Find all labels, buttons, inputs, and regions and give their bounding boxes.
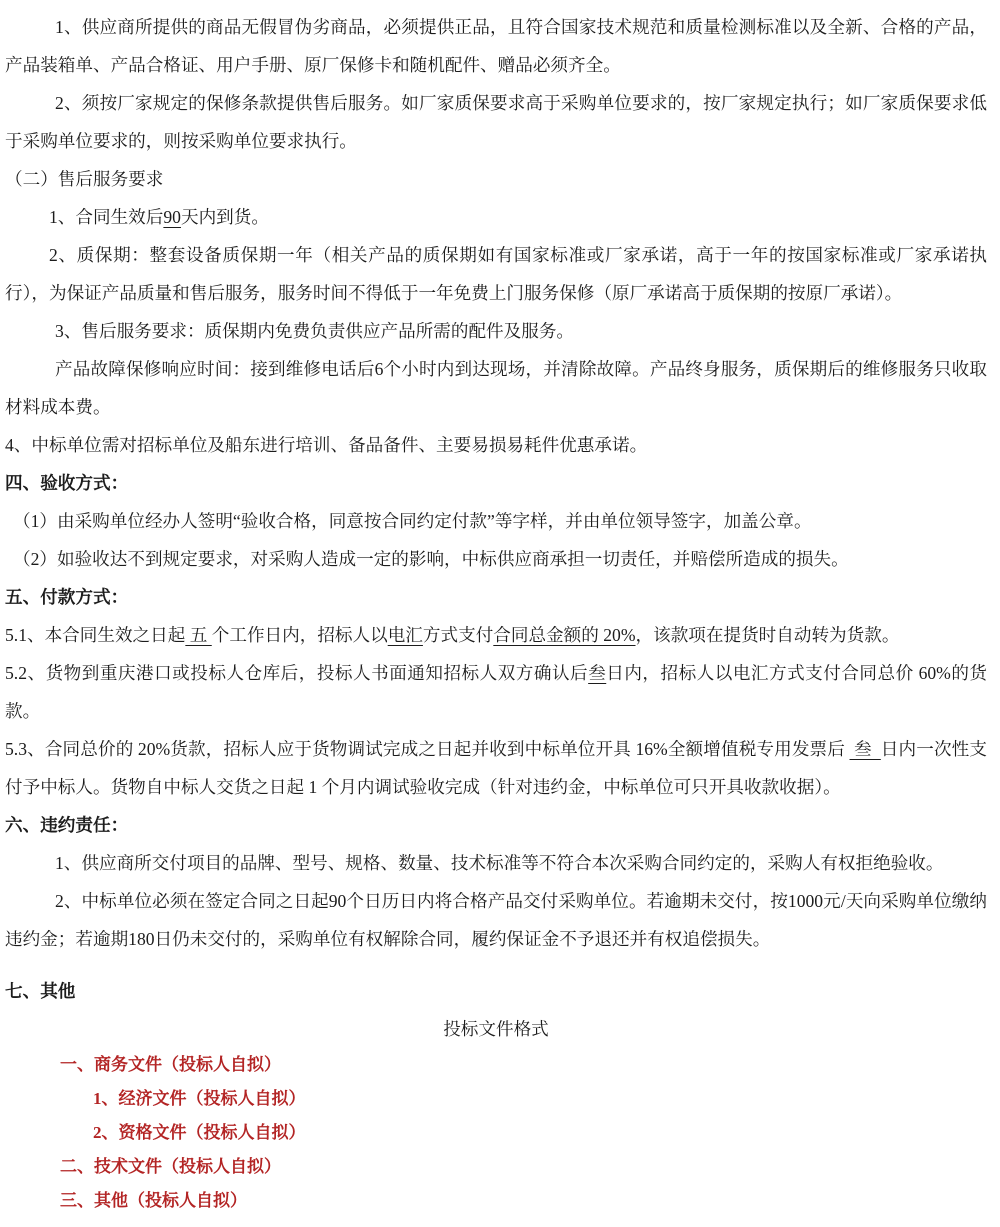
text-run: 2、须按厂家规定的保修条款提供售后服务。如厂家质保要求高于采购单位要求的，按厂家规定执行；如厂家质保要求低于采购单位要求的，则按采购单位要求执行。 (5, 93, 987, 151)
text-run: 二、技术文件（投标人自拟） (60, 1157, 281, 1176)
clause-repair-response (5, 350, 987, 426)
clause-payment-5-3 (5, 730, 987, 806)
underlined-text: 合同总金额的 20% (493, 625, 636, 645)
text-run: ，该款项在提货时自动转为货款。 (635, 625, 900, 645)
heading-breach-liability (5, 806, 987, 844)
text-run: 2、中标单位必须在签定合同之日起90个日历日内将合格产品交付采购单位。若逾期未交付，按1000元/天向采购单位缴纳违约金；若逾期180日仍未交付的，采购单位有权解除合同，履约保证金不予退还并有权追偿损失。 (5, 891, 987, 949)
text-run: 4、中标单位需对招标单位及船东进行培训、备品备件、主要易损易耗件优惠承诺。 (5, 435, 648, 455)
red-item-qualification-documents (93, 1116, 987, 1150)
underlined-text: 90 (163, 207, 181, 227)
red-item-economic-documents (93, 1082, 987, 1116)
clause-after-sales-requirement (5, 312, 987, 350)
text-run: 四、验收方式： (5, 473, 129, 493)
text-run: 2、质保期：整套设备质保期一年（相关产品的质保期如有国家标准或厂家承诺，高于一年的按国家标准或厂家承诺执行），为保证产品质量和售后服务，服务时间不得低于一年免费上门服务保修（原厂承诺高于质保期的按原厂承诺）。 (5, 245, 987, 303)
red-item-other (60, 1184, 987, 1218)
heading-payment-method (5, 578, 987, 616)
text-run: （1）由采购单位经办人签明“验收合格，同意按合同约定付款”等字样，并由单位领导签字，加盖公章。 (13, 511, 812, 531)
document-body (5, 8, 987, 1218)
heading-after-sales-service (5, 160, 987, 198)
underlined-text: 电汇 (387, 625, 423, 645)
text-run: 1、合同生效后 (49, 207, 164, 227)
text-run: 1、经济文件（投标人自拟） (93, 1089, 306, 1108)
text-run: 日内一次性支付予中标人。货物自中标人交货之日起 1 个月内调试验收完成（针对违约金，中标单位可只开具收款收据）。 (5, 739, 987, 797)
clause-warranty-period (5, 236, 987, 312)
text-run: 方式支付 (422, 625, 494, 645)
text-run: 产品故障保修响应时间：接到维修电话后6个小时内到达现场，并清除故障。产品终身服务，质保期后的维修服务只收取材料成本费。 (5, 359, 987, 417)
heading-acceptance-method (5, 464, 987, 502)
red-item-commercial-documents (60, 1048, 987, 1082)
text-run: 天内到货。 (180, 207, 269, 227)
clause-payment-5-2 (5, 654, 987, 730)
text-run: 2、资格文件（投标人自拟） (93, 1123, 306, 1142)
underlined-text: 叁 (849, 739, 881, 759)
clause-acceptance-1 (5, 502, 987, 540)
clause-payment-5-1 (5, 616, 987, 654)
text-run: 七、其他 (5, 981, 76, 1001)
heading-others (5, 972, 987, 1010)
text-run: 六、违约责任： (5, 815, 129, 835)
clause-training-commitment (5, 426, 987, 464)
clause-goods-quality (5, 8, 987, 84)
clause-delivery-time (5, 198, 987, 236)
clause-breach-1 (5, 844, 987, 882)
red-item-technical-documents (60, 1150, 987, 1184)
text-run: 3、售后服务要求：质保期内免费负责供应产品所需的配件及服务。 (55, 321, 575, 341)
text-run: 1、供应商所交付项目的品牌、型号、规格、数量、技术标准等不符合本次采购合同约定的，采购人有权拒绝验收。 (55, 853, 944, 873)
clause-acceptance-2 (5, 540, 987, 578)
underlined-text: 五 (185, 625, 212, 645)
text-run: 5.3、合同总价的 20%货款，招标人应于货物调试完成之日起并收到中标单位开具 16%全额增值税专用发票后 (5, 739, 850, 759)
text-run: （二）售后服务要求 (5, 169, 164, 189)
underlined-text: 叁 (588, 663, 607, 683)
text-run: 一、商务文件（投标人自拟） (60, 1055, 281, 1074)
text-run: 5.1、本合同生效之日起 (5, 625, 186, 645)
text-run: 5.2、货物到重庆港口或投标人仓库后，投标人书面通知招标人双方确认后 (5, 663, 589, 683)
text-run: 三、其他（投标人自拟） (60, 1191, 247, 1210)
clause-warranty-terms (5, 84, 987, 160)
text-run: 1、供应商所提供的商品无假冒伪劣商品，必须提供正品，且符合国家技术规范和质量检测标准以及全新、合格的产品，产品装箱单、产品合格证、用户手册、原厂保修卡和随机配件、赠品必须齐全。 (5, 17, 987, 75)
text-run: 个工作日内，招标人以 (211, 625, 388, 645)
text-run: 日内，招标人以电汇方式支付合同总价 60%的货款。 (5, 663, 987, 721)
text-run: （2）如验收达不到规定要求，对采购人造成一定的影响，中标供应商承担一切责任，并赔偿所造成的损失。 (13, 549, 849, 569)
title-bid-document-format (5, 1010, 987, 1048)
clause-breach-2 (5, 882, 987, 958)
text-run: 投标文件格式 (443, 1019, 549, 1039)
text-run: 五、付款方式： (5, 587, 129, 607)
